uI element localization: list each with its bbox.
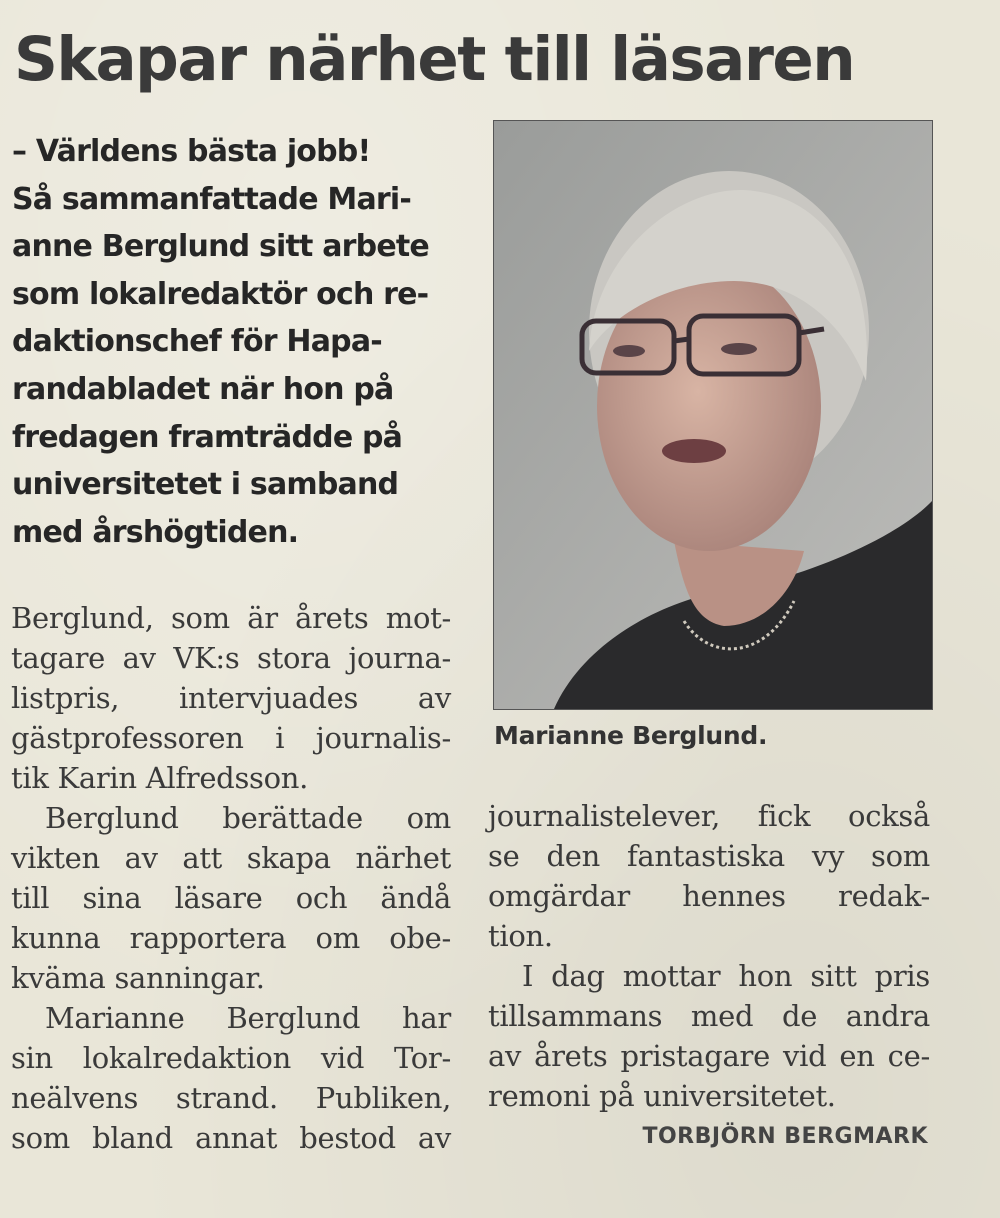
ingress-line: som lokalredaktör och re- [12, 276, 429, 312]
body-text-line: omgärdar hennes redak- [488, 879, 930, 913]
ingress-line: universitetet i samband [12, 467, 399, 503]
body-text-line: I dag mottar hon sitt pris [522, 959, 930, 993]
body-text-line: sin lokalredaktion vid Tor- [11, 1041, 451, 1075]
body-text-line: Berglund berättade om [45, 801, 451, 835]
body-text-line: vikten av att skapa närhet [11, 841, 451, 875]
byline: TORBJÖRN BERGMARK [642, 1124, 928, 1149]
ingress-line: randabladet när hon på [12, 371, 394, 407]
body-column-left [11, 598, 451, 1158]
ingress-line: – Världens bästa jobb! [12, 134, 371, 169]
headline: Skapar närhet till läsaren [14, 24, 855, 95]
body-text-line: journalistelever, fick också [488, 799, 930, 833]
body-text-line: Marianne Berglund har [45, 1001, 451, 1035]
body-text-line: tillsammans med de andra [488, 999, 930, 1033]
body-text-line: se den fantastiska vy som [488, 839, 930, 873]
body-text-line: gästprofessoren i journalis- [11, 721, 451, 755]
ingress-line: anne Berglund sitt arbete [12, 229, 429, 265]
photo-caption: Marianne Berglund. [494, 721, 768, 750]
ingress-line: med årshögtiden. [12, 514, 299, 550]
body-text-line: som bland annat bestod av [11, 1121, 451, 1155]
body-text-line: tion. [488, 919, 553, 953]
ingress-line: fredagen framträdde på [12, 419, 403, 455]
body-text-line: remoni på universitetet. [488, 1079, 836, 1113]
body-text-line: tagare av VK:s stora journa- [11, 641, 451, 675]
body-text-line: listpris, intervjuades av [11, 681, 451, 715]
ingress-line: Så sammanfattade Mari- [12, 181, 412, 217]
body-text-line: till sina läsare och ändå [11, 881, 451, 915]
body-text-line: kväma sanningar. [11, 961, 265, 995]
body-text-line: neälvens strand. Publiken, [11, 1081, 451, 1115]
body-text-line: av årets pristagare vid en ce- [488, 1039, 930, 1073]
body-text-line: tik Karin Alfredsson. [11, 761, 309, 795]
body-text-line: Berglund, som är årets mot- [11, 601, 451, 635]
ingress-line: daktionschef för Hapa- [12, 324, 382, 360]
body-text-line: kunna rapportera om obe- [11, 921, 451, 955]
ingress [12, 128, 462, 556]
portrait-photo [493, 120, 933, 710]
body-column-right [488, 796, 930, 1116]
